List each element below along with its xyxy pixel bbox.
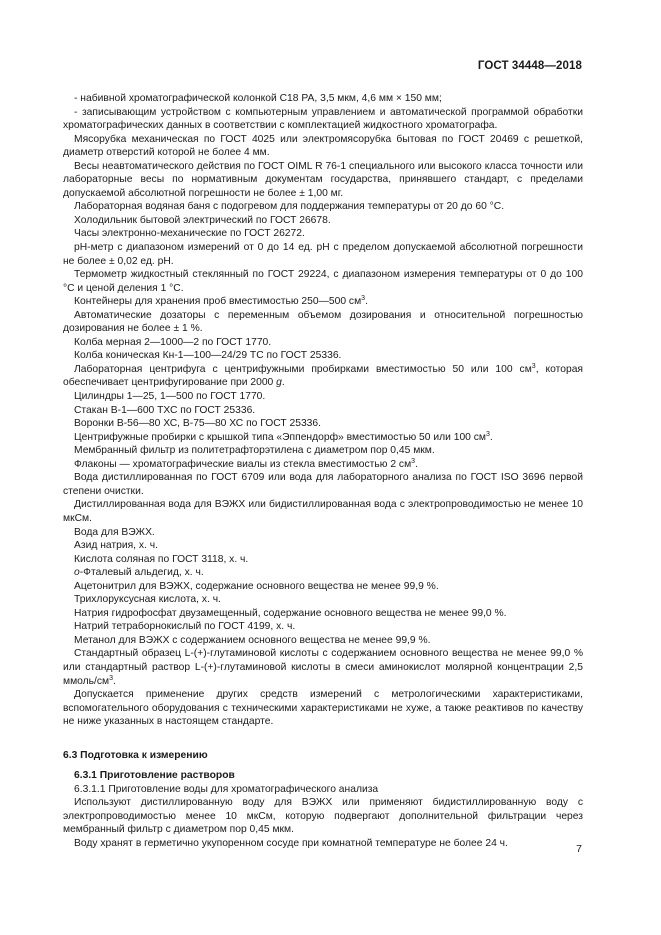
- text: Флаконы — хроматографические виалы из стекла вместимостью 2 см: [74, 458, 412, 470]
- paragraph: Трихлоруксусная кислота, х. ч.: [74, 594, 221, 606]
- paragraph: Стакан В-1—600 ТХС по ГОСТ 25336.: [74, 404, 256, 416]
- paragraph: Колба мерная 2—1000—2 по ГОСТ 1770.: [74, 336, 272, 348]
- text: , которая обеспечивает центрифугирование при 2000: [63, 363, 584, 389]
- paragraph: - набивной хроматографической колонкой С18 РА, 3,5 мкм, 4,6 мм × 150 мм;: [74, 93, 442, 104]
- paragraph: Холодильник бытовой электрический по ГОСТ 26678.: [74, 214, 331, 226]
- italic-g: g: [276, 377, 282, 389]
- text: .: [489, 431, 493, 443]
- section-heading: 6.3 Подготовка к измерению: [63, 749, 208, 761]
- text: .: [365, 296, 368, 308]
- paragraph: Ацетонитрил для ВЭЖХ, содержание основного вещества не менее 99,9 %.: [74, 580, 439, 592]
- superscript: 3: [486, 430, 490, 438]
- text: .: [281, 377, 285, 389]
- paragraph: [63, 295, 583, 309]
- paragraph: Используют дистиллированную воду для ВЭЖХ или применяют бидистиллированную воду с электропроводимостью менее 10 мкСм, которую подвергают дополнительной фильтрации через мембранный фильтр с диаметром пор 0,45 мкм.: [63, 797, 583, 836]
- paragraph: Дистиллированная вода для ВЭЖХ или бидистиллированная вода с электропроводимостью не менее 10 мкСм.: [63, 499, 583, 524]
- italic-o: о: [74, 567, 80, 579]
- text: Лабораторная центрифуга с центрифужными пробирками вместимостью 50 или 100 см: [74, 363, 532, 375]
- paragraph: рН-метр с диапазоном измерений от 0 до 14 ед. рН с пределом допускаемой абсолютной погрешности не более ± 0,02 ед. рН.: [63, 242, 583, 267]
- spacer: [63, 762, 583, 769]
- paragraph: 6.3.1.1 Приготовление воды для хроматографического анализа: [74, 783, 379, 795]
- paragraph: Воду хранят в герметично укупоренном сосуде при комнатной температуре не более 24 ч.: [74, 837, 508, 849]
- paragraph: [63, 647, 583, 688]
- paragraph: Натрия гидрофосфат двузамещенный, содержание основного вещества не менее 99,0 %.: [74, 607, 507, 619]
- paragraph: [63, 458, 583, 472]
- paragraph: Автоматические дозаторы с переменным объемом дозирования и относительной погрешностью дозирования не более ± 1 %.: [63, 309, 583, 335]
- paragraph: [63, 566, 583, 580]
- paragraph: Колба коническая Кн-1—100—24/29 ТС по ГОСТ 25336.: [74, 350, 342, 362]
- superscript: 3: [361, 295, 366, 303]
- page-content: [63, 92, 583, 851]
- text: Контейнеры для хранения проб вместимостью 250—500 см: [74, 296, 362, 308]
- text: Стандартный образец L-(+)-глутаминовой кислоты с содержанием основного вещества не менее 99,0 % или стандартный раствор L-(+)-глутаминовой кислоты в смеси аминокислот молярной концентрации 2,5 ммоль/см: [63, 648, 583, 687]
- paragraph: Кислота соляная по ГОСТ 3118, х. ч.: [74, 553, 249, 565]
- paragraph: Цилиндры 1—25, 1—500 по ГОСТ 1770.: [74, 391, 266, 403]
- paragraph: Вода для ВЭЖХ.: [74, 526, 155, 538]
- paragraph: Натрий тетраборнокислый по ГОСТ 4199, х. ч.: [74, 621, 296, 633]
- paragraph: [63, 431, 583, 445]
- paragraph: Мясорубка механическая по ГОСТ 4025 или электромясорубка бытовая по ГОСТ 20469 с решеткой, диаметр отверстий которой не более 4 мм.: [63, 133, 583, 159]
- paragraph: Весы неавтоматического действия по ГОСТ OIML R 76-1 специального или высокого класса точности или лабораторные весы по нормативным документам государства, принявшего стандарт, с пределами допускаемой абсолютной погрешности не более ± 1,00 мг.: [63, 160, 583, 199]
- text: .: [415, 458, 418, 470]
- subsection-heading: 6.3.1 Приготовление растворов: [74, 770, 235, 782]
- paragraph: Допускается применение других средств измерений с метрологическими характеристиками, вспомогательного оборудования с техническими характеристиками не хуже, а также реактивов по качеству не ниже указанных в настоящем стандарте.: [63, 689, 583, 728]
- text: .: [113, 675, 116, 687]
- superscript: 3: [411, 457, 416, 465]
- paragraph: [63, 363, 583, 390]
- text: -Фталевый альдегид, х. ч.: [79, 567, 204, 579]
- document-number: ГОСТ 34448—2018: [477, 60, 582, 72]
- superscript: 3: [109, 674, 114, 682]
- superscript: 3: [531, 362, 536, 370]
- paragraph: - записывающим устройством с компьютерным управлением и автоматической программой обработки хроматографических данных в соответствии с комплектацией жидкостного хроматографа.: [63, 106, 583, 132]
- paragraph: Метанол для ВЭЖХ с содержанием основного вещества не менее 99,9 %.: [74, 634, 431, 646]
- paragraph: Мембранный фильтр из политетрафторэтилена с диаметром пор 0,45 мкм.: [74, 445, 435, 457]
- paragraph: Азид натрия, х. ч.: [74, 540, 158, 552]
- text: Центрифужные пробирки с крышкой типа «Эппендорф» вместимостью 50 или 100 см: [74, 431, 486, 443]
- paragraph: Лабораторная водяная баня с подогревом для поддержания температуры от 20 до 60 °С.: [74, 201, 505, 213]
- paragraph: Часы электронно-механические по ГОСТ 26272.: [74, 228, 305, 240]
- paragraph: Термометр жидкостный стеклянный по ГОСТ 29224, с диапазоном измерения температуры от 0 до 100 °С и ценой деления 1 °С.: [63, 269, 583, 294]
- spacer: [63, 729, 583, 749]
- paragraph: Вода дистиллированная по ГОСТ 6709 или вода для лабораторного анализа по ГОСТ ISO 3696 первой степени очистки.: [63, 472, 583, 497]
- page-number: 7: [576, 843, 582, 855]
- paragraph: Воронки В-56—80 ХС, В-75—80 ХС по ГОСТ 25336.: [74, 418, 321, 430]
